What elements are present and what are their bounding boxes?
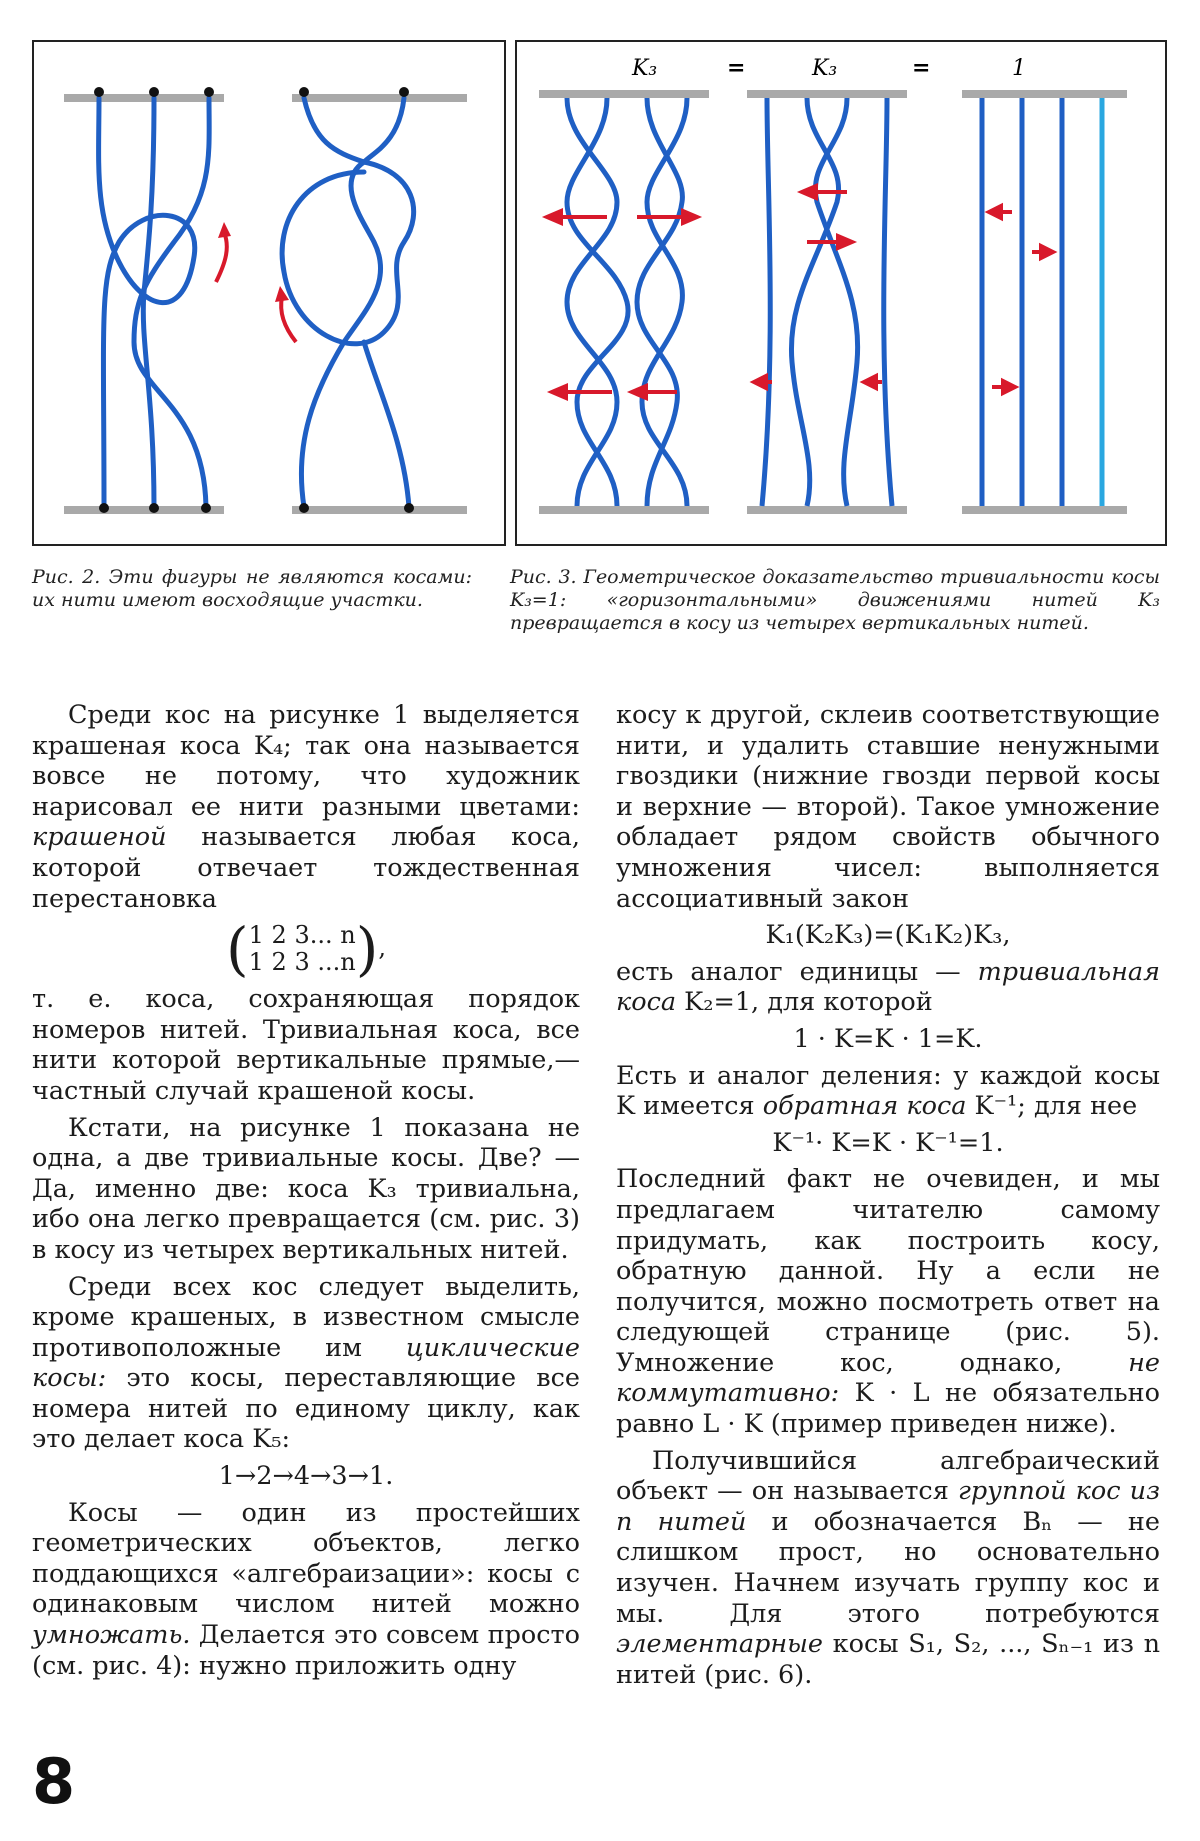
paragraph: Есть и аналог деления: у каждой косы K имеется обратная коса K⁻¹; для нее — [616, 1060, 1160, 1122]
figure-3-caption: Рис. 3. Геометрическое доказательство тривиальности косы K₃=1: «горизонтальными» движениями нитей K₃ превращается в косу из четырех вертикальных нитей. — [510, 566, 1160, 634]
paragraph: Последний факт не очевиден, и мы предлагаем читателю самому придумать, как построить косу, обратную данной. Ну а если не получится, можно посмотреть ответ на следующей странице (рис. 5). Умножение кос, однако, не коммутативно: K · L не обязательно равно L · K (пример приведен ниже). — [616, 1164, 1160, 1440]
red-arrow — [216, 232, 227, 282]
red-arrow-head — [218, 222, 231, 238]
permutation-formula: (1 2 3... n 1 2 3 ...n), — [226, 915, 386, 984]
paragraph: есть аналог единицы — тривиальная коса K₂=1, для которой — [616, 956, 1160, 1018]
paragraph: Получившийся алгебраический объект — он называется группой кос из n нитей и обозначается Bₙ — не слишком прост, но основательно изучен. Начнем изучать группу кос и мы. Для этого потребуются элементарные косы S₁, S₂, ..., Sₙ₋₁ из n нитей (рис. 6). — [616, 1445, 1160, 1690]
label-one: 1 — [1012, 56, 1026, 81]
left-column — [32, 700, 580, 1687]
strand — [364, 342, 409, 507]
label-k3-first: K₃ — [632, 56, 658, 81]
figure-2-right-knot — [275, 87, 467, 514]
figure-2-left-knot — [64, 87, 231, 514]
top-bar — [64, 94, 224, 102]
figure-2-caption: Рис. 2. Эти фигуры не являются косами: их нити имеют восходящие участки. — [32, 566, 472, 611]
right-column — [616, 700, 1160, 1696]
bottom-bar — [292, 506, 467, 514]
paragraph: Среди всех кос следует выделить, кроме крашеных, в известном смысле противоположные им циклические косы: это косы, переставляющие все номера нитей по единому циклу, как это делает коса K₅: — [32, 1271, 580, 1455]
figure-3-trivial-braid — [962, 90, 1127, 514]
figure-2-drawing — [34, 42, 504, 544]
label-equals-second: = — [912, 55, 931, 81]
paragraph: косу к другой, склеив соответствующие нити, и удалить ставшие ненужными гвоздики (нижние гвозди первой косы и верхние — второй). Такое умножение обладает рядом свойств обычного умножения чисел: выполняется ассоциативный закон — [616, 700, 1160, 914]
figure-3-braid-k3-a — [539, 90, 709, 514]
figure-3 — [515, 40, 1167, 546]
paragraph: Косы — один из простейших геометрических объектов, легко поддающихся «алгебраизации»: косы с одинаковым числом нитей можно умножать. Делается это совсем просто (см. рис. 4): нужно приложить одну — [32, 1497, 580, 1681]
top-bar — [292, 94, 467, 102]
figure-3-drawing — [517, 42, 1165, 544]
figure-3-braid-k3-b — [747, 90, 907, 514]
strand — [99, 98, 195, 507]
figure-2 — [32, 40, 506, 546]
page-number: 8 — [32, 1745, 76, 1818]
label-k3-second: K₃ — [812, 56, 838, 81]
associative-formula: K₁(K₂K₃)=(K₁K₂)K₃, — [765, 920, 1011, 951]
unit-formula: 1 · K=K · 1=K. — [793, 1023, 983, 1054]
paragraph: Кстати, на рисунке 1 показана не одна, а две тривиальные косы. Две? — Да, именно две: коса K₃ тривиальна, ибо она легко превращается (см. рис. 3) в косу из четырех вертикальных нитей. — [32, 1112, 580, 1265]
cycle-formula: 1→2→4→3→1. — [218, 1461, 394, 1492]
bottom-bar — [64, 506, 224, 514]
label-equals-first: = — [727, 55, 746, 81]
inverse-formula: K⁻¹· K=K · K⁻¹=1. — [772, 1127, 1004, 1158]
paragraph: т. е. коса, сохраняющая порядок номеров нитей. Тривиальная коса, все нити которой вертикальные прямые,— частный случай крашеной косы. — [32, 984, 580, 1106]
paragraph: Среди кос на рисунке 1 выделяется крашеная коса K₄; так она называется вовсе не потому, что художник нарисовал ее нити разными цветами: крашеной называется любая коса, которой отвечает тождественная перестановка — [32, 700, 580, 914]
